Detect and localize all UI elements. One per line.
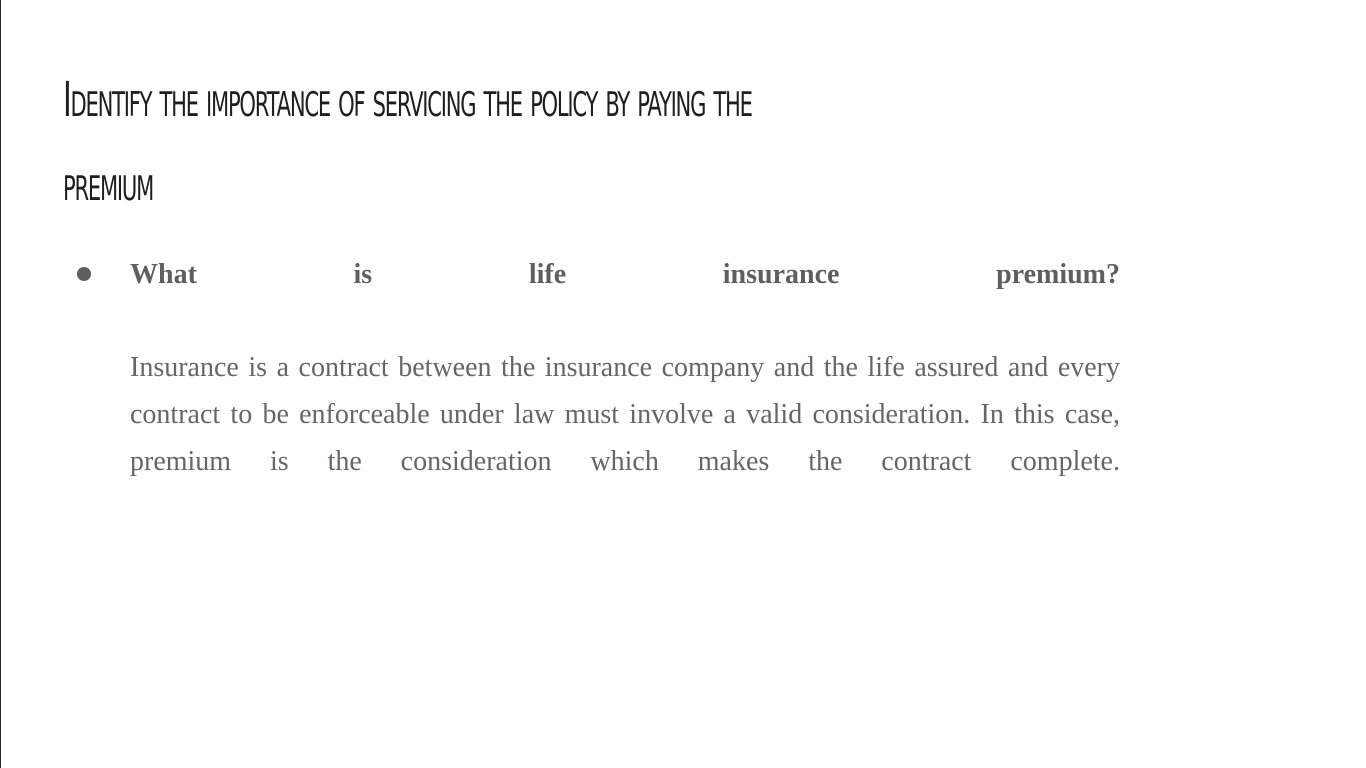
slide-title-line-1: Identify the importance of servicing the policy by paying the: [63, 72, 752, 128]
slide-title-line-2: premium: [63, 156, 154, 212]
bullet-item: [130, 252, 1120, 485]
bullet-list: [130, 252, 1120, 485]
bullet-question: What is life insurance premium?: [130, 259, 1120, 290]
bullet-dot-icon: [77, 267, 91, 281]
slide-title: [63, 58, 1297, 226]
bullet-answer: Insurance is a contract between the insurance company and the life assured and every contract to be enforceable under law must involve a valid consideration. In this case, premium is the consideration which makes the contract complete.: [130, 352, 1120, 477]
